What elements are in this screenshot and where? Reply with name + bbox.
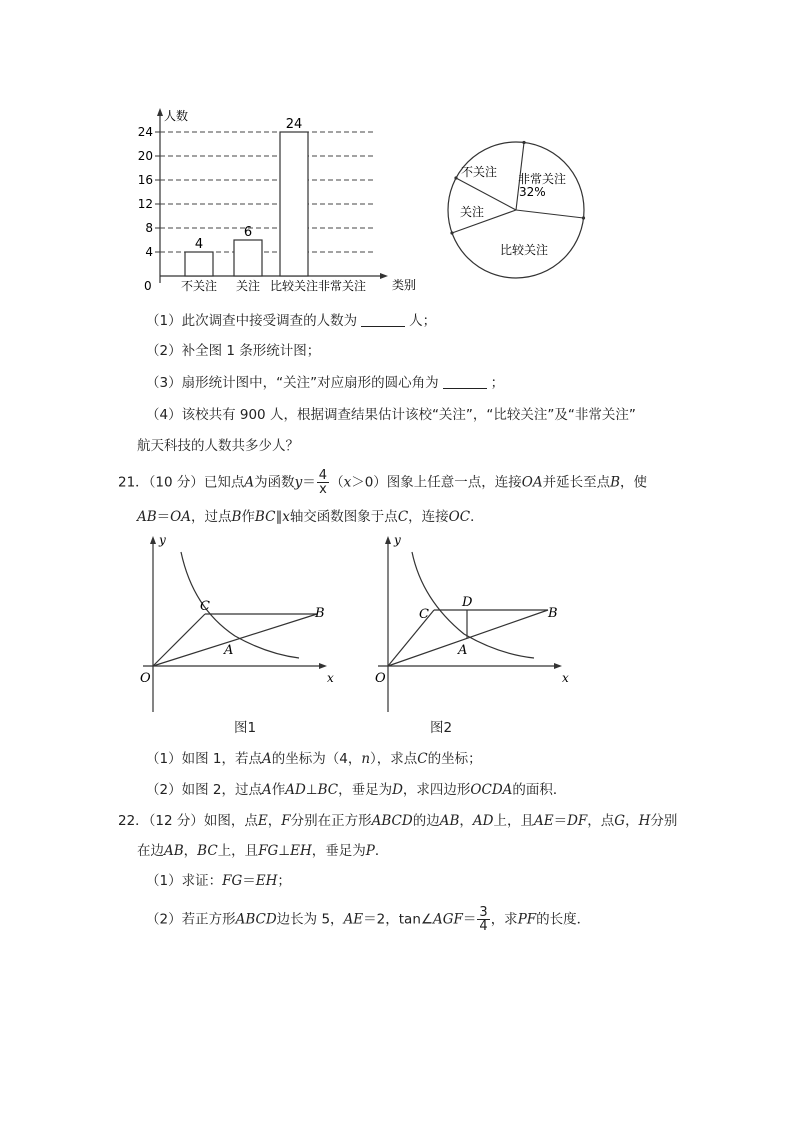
bar-chart: [130, 100, 430, 300]
q21-figure-2: [370, 530, 580, 715]
y-tick-label: 12: [137, 197, 153, 211]
q22-sub1: （1）求证：FG＝EH；: [146, 873, 291, 889]
x-category-label: 关注: [235, 279, 261, 293]
fig-label-D: D: [462, 595, 473, 610]
bar: [234, 240, 262, 276]
answer-blank[interactable]: [361, 312, 405, 327]
fig-label-x: x: [562, 671, 569, 685]
fig-y-arrow: [385, 536, 391, 544]
fig-label-C: C: [419, 607, 429, 622]
bar-origin-label: 0: [144, 279, 152, 293]
x-category-label: 不关注: [180, 279, 218, 293]
q22-line1: 22．（12 分）如图，点E，F分别在正方形ABCD的边AB，AD上，且AE＝DF，点G，H分别: [118, 813, 678, 829]
fig2-caption: 图2: [430, 720, 453, 736]
x-category-label: 非常关注: [317, 279, 367, 293]
y-tick-label: 4: [145, 245, 153, 259]
pie-divider: [516, 210, 584, 218]
y-tick-label: 8: [145, 221, 153, 235]
pie-chart: [440, 134, 600, 294]
q20-part2: （2）补全图 1 条形统计图；: [146, 343, 321, 359]
pie-label-very-pct: 32%: [519, 185, 546, 199]
q21-sub1: （1）如图 1，若点A的坐标为（4，n），求点C的坐标；: [146, 751, 482, 767]
bar-x-arrow: [380, 273, 388, 279]
fig-label-x: x: [327, 671, 334, 685]
pie-point: [450, 231, 453, 234]
x-category-label: 比较关注: [269, 279, 319, 293]
fig-label-O: O: [375, 671, 386, 686]
bar-xlabel: 类别: [392, 278, 417, 292]
q20-part1: （1）此次调查中接受调查的人数为 人；: [146, 313, 437, 329]
pie-label-very: 非常关注: [518, 172, 567, 186]
segment-OB: [153, 614, 317, 666]
fig-x-arrow: [319, 663, 327, 669]
fig-y-arrow: [150, 536, 156, 544]
hyperbola-curve: [412, 552, 534, 658]
q22-sub2: （2）若正方形ABCD边长为 5，AE＝2，tan∠AGF＝ $\frac{3}{4}$ ，求PF的长度．: [146, 905, 591, 934]
y-tick-label: 20: [137, 149, 153, 163]
fig-label-B: B: [315, 606, 325, 621]
q22-line2: 在边AB，BC上，且FG⊥EH，垂足为P．: [137, 843, 389, 859]
fig-x-arrow: [554, 663, 562, 669]
bar: [185, 252, 213, 276]
fig1-caption: 图1: [234, 720, 257, 736]
q20-part4: （4）该校共有 900 人，根据调查结果估计该校“关注”，“比较关注”及“非常关注”: [146, 407, 636, 423]
segment-OB: [388, 610, 548, 666]
fraction: $\frac{3}{4}$: [479, 905, 488, 934]
q21-line2: AB＝OA，过点B作BC∥x轴交函数图象于点C，连接OC．: [137, 509, 484, 525]
q20-part4-cont: 航天科技的人数共多少人？: [137, 438, 299, 454]
pie-label-none: 不关注: [461, 165, 498, 179]
fig-label-B: B: [548, 606, 558, 621]
fig-label-C: C: [200, 599, 210, 614]
bar: [280, 132, 308, 276]
answer-blank[interactable]: [443, 374, 487, 389]
q21-sub2: （2）如图 2，过点A作AD⊥BC，垂足为D，求四边形OCDA的面积．: [146, 782, 567, 798]
bar-data-label: 6: [243, 225, 253, 240]
q21-figure-1: [135, 530, 345, 715]
pie-label-compare: 比较关注: [500, 243, 549, 257]
fig-label-y: y: [159, 533, 166, 547]
y-tick-label: 24: [137, 125, 153, 139]
q21-line1: 21．（10 分）已知点A为函数y＝ $\frac{4}{x}$ （x＞0）图象上任意一点，连接OA并延长至点B，使: [118, 468, 648, 497]
q20-part3: （3）扇形统计图中，“关注”对应扇形的圆心角为 ；: [146, 375, 505, 391]
fig-label-A: A: [224, 643, 234, 658]
pie-point: [522, 141, 525, 144]
fig-label-y: y: [394, 533, 401, 547]
y-tick-label: 16: [137, 173, 153, 187]
pie-point: [454, 176, 457, 179]
bar-data-label: 24: [285, 117, 303, 132]
fraction: $\frac{4}{x}$: [318, 468, 328, 497]
bar-data-label: 4: [194, 237, 204, 252]
bar-ylabel: 人数: [164, 109, 189, 123]
fig-label-A: A: [458, 643, 468, 658]
fig-label-O: O: [140, 671, 151, 686]
pie-label-concern: 关注: [460, 205, 485, 219]
pie-point: [582, 216, 585, 219]
hyperbola-curve: [181, 552, 299, 658]
bar-y-arrow: [157, 108, 163, 116]
